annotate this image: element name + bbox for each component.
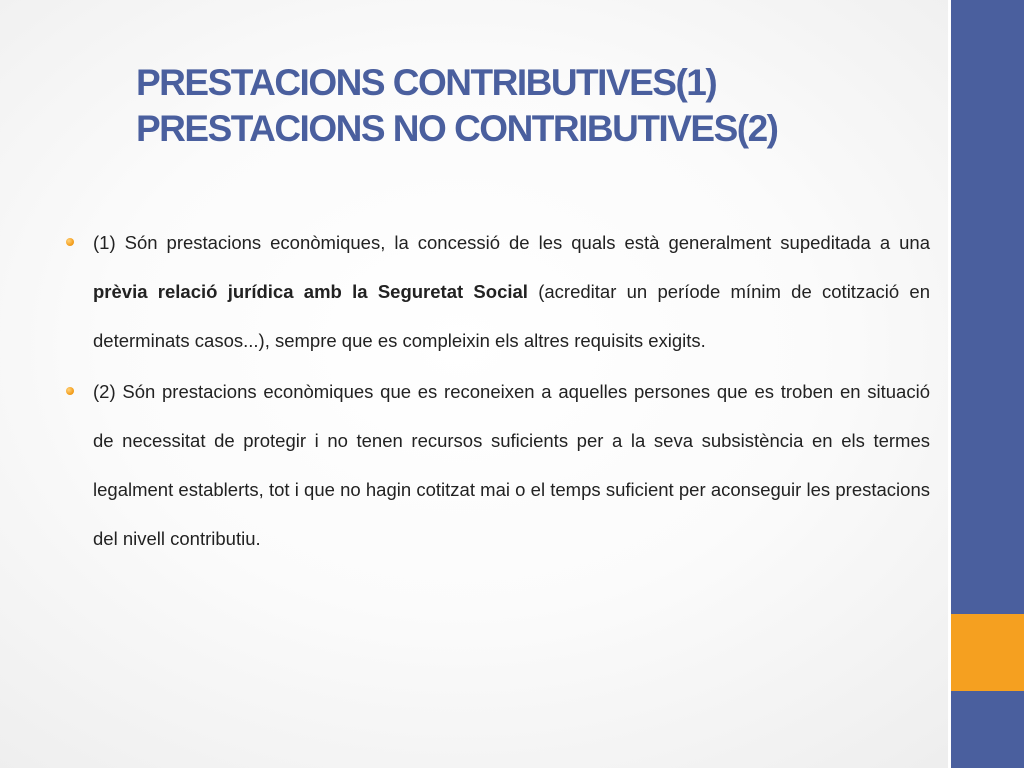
bullet-item-1 [64,218,930,365]
slide-title [136,60,936,152]
side-accent-gap [948,614,951,691]
bullet-1-text-bold: prèvia relació jurídica amb la Seguretat Social [93,281,528,302]
slide-title-line-2: PRESTACIONS NO CONTRIBUTIVES(2) [136,108,778,149]
bullet-1-text-before: (1) Són prestacions econòmiques, la concessió de les quals està generalment supeditada a una [93,232,930,253]
bullet-item-2 [64,367,930,563]
slide-title-line-1: PRESTACIONS CONTRIBUTIVES(1) [136,62,717,103]
bullet-list [64,218,930,565]
bullet-dot-icon [66,387,74,395]
bullet-1-text-after: (acreditar un període mínim de cotització en determinats casos...), sempre que es compleixin els altres requisits exigits. [93,281,930,351]
bullet-2-text: (2) Són prestacions econòmiques que es reconeixen a aquelles persones que es troben en situació de necessitat de protegir i no tenen recursos suficients per a la seva subsistència en els termes legalment establerts, tot i que no hagin cotitzat mai o el temps suficient per aconseguir les prestacions del nivell contributiu. [93,381,930,549]
side-accent-decoration [948,614,1024,691]
bullet-dot-icon [66,238,74,246]
